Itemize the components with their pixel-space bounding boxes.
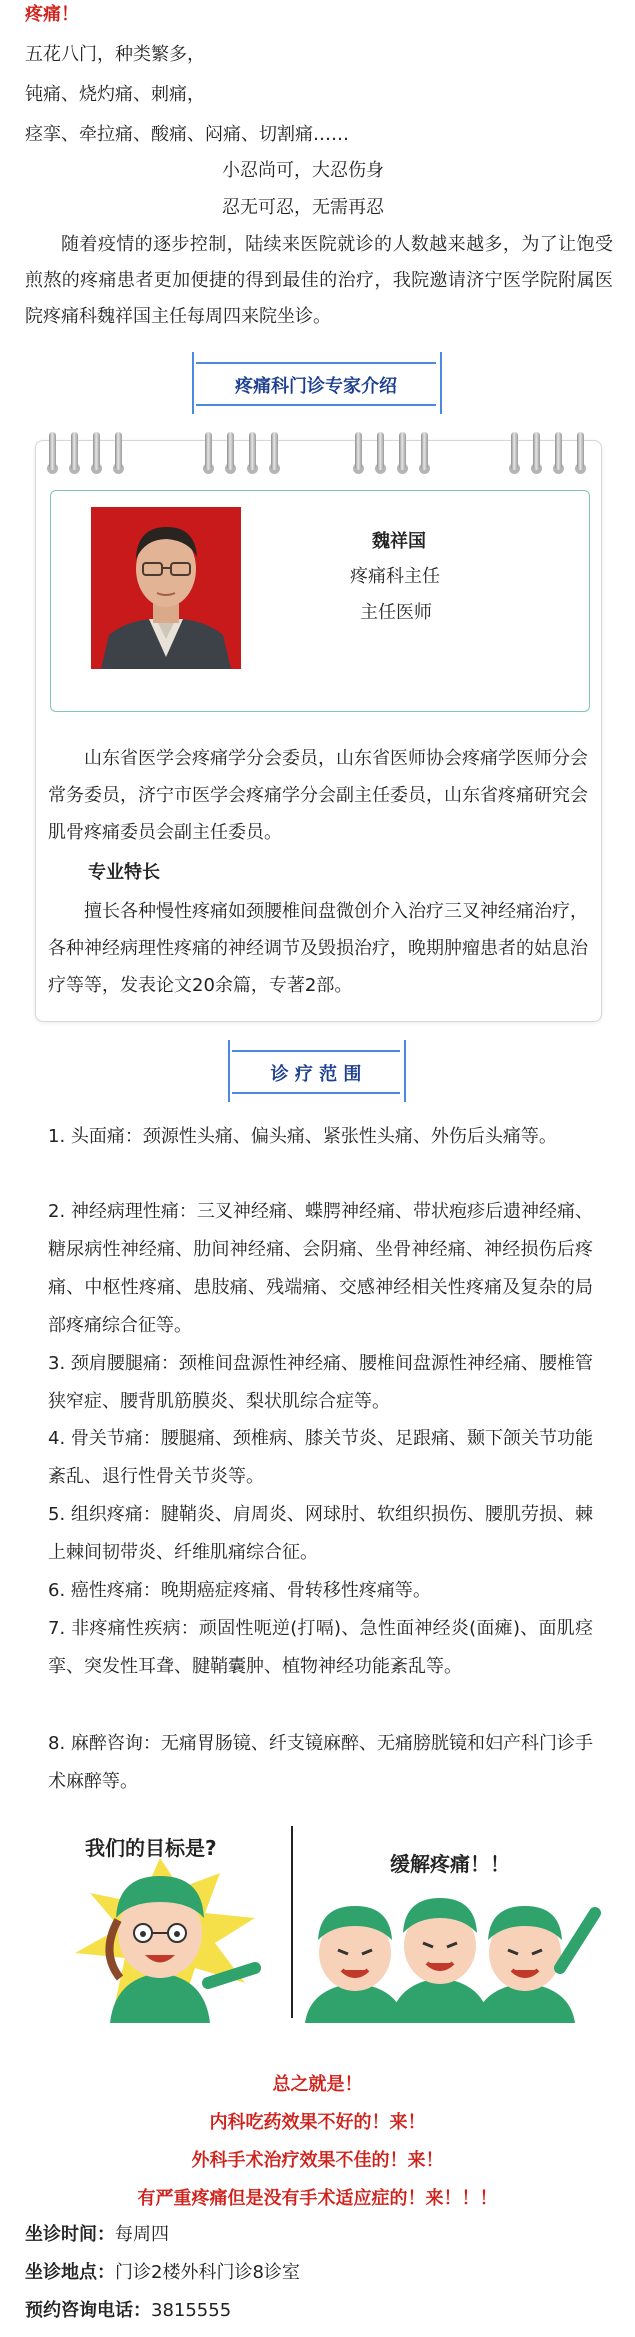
doctor-rank: 主任医师: [360, 602, 432, 623]
summary-line-4: 有严重疼痛但是没有手术适应症的！来！！！: [137, 2188, 498, 2209]
center-line-2: 忍无可忍，无需再忍: [222, 197, 384, 218]
specialty-heading: 专业特长: [88, 862, 160, 883]
doctor-bio: 山东省医学会疼痛学分会委员，山东省医师协会疼痛学医师分会常务委员，济宁市医学会疼痛学分会副主任委员，山东省疼痛研究会肌骨疼痛委员会副主任委员。: [48, 748, 588, 843]
intro-heading: 疼痛！: [25, 4, 79, 25]
scope-item-1: 1. 头面痛：颈源性头痛、偏头痛、紧张性头痛、外伤后头痛等。: [48, 1126, 557, 1147]
clinic-phone-label: 预约咨询电话：: [25, 2300, 151, 2321]
scope-item-5: 5. 组织疼痛：腱鞘炎、肩周炎、网球肘、软组织损伤、腰肌劳损、棘上棘间韧带炎、纤维肌痛综合征。: [48, 1504, 593, 1563]
doctor-name: 魏祥国: [372, 531, 426, 552]
clinic-phone-value: 3815555: [151, 2300, 232, 2321]
clinic-place: [25, 2260, 300, 2286]
scope-item-7: 7. 非疼痛性疾病：顽固性呃逆(打嗝)、急性面神经炎(面瘫)、面肌痉挛、突发性耳聋、腱鞘囊肿、植物神经功能紊乱等。: [48, 1618, 593, 1677]
clinic-time-value: 每周四: [115, 2224, 169, 2245]
comic-right-caption: 缓解疼痛！！: [390, 1852, 510, 1876]
scope-item-3: 3. 颈肩腰腿痛：颈椎间盘源性神经痛、腰椎间盘源性神经痛、腰椎管狭窄症、腰背肌筋膜炎、梨状肌综合症等。: [48, 1353, 593, 1412]
clinic-place-label: 坐诊地点：: [25, 2262, 115, 2283]
summary-line-3: 外科手术治疗效果不佳的！来！: [191, 2150, 444, 2171]
doctor-dept-title: 疼痛科主任: [350, 566, 440, 587]
intro-line-1: 五花八门，种类繁多，: [25, 44, 205, 65]
clinic-place-value: 门诊2楼外科门诊8诊室: [115, 2262, 300, 2283]
clinic-time-label: 坐诊时间：: [25, 2224, 115, 2245]
center-line-1: 小忍尚可，大忍伤身: [222, 160, 384, 181]
scope-item-4: 4. 骨关节痛：腰腿痛、颈椎病、膝关节炎、足跟痛、颞下颌关节功能紊乱、退行性骨关节炎等。: [48, 1428, 593, 1487]
scope-item-8: 8. 麻醉咨询：无痛胃肠镜、纤支镜麻醉、无痛膀胱镜和妇产科门诊手术麻醉等。: [48, 1733, 593, 1792]
intro-line-3: 痉挛、牵拉痛、酸痛、闷痛、切割痛……: [25, 124, 349, 145]
clinic-time: [25, 2222, 169, 2248]
doctor-photo: [91, 507, 241, 669]
expert-section-title: 疼痛科门诊专家介绍: [235, 376, 397, 397]
intro-line-2: 钝痛、烧灼痛、刺痛，: [25, 84, 205, 105]
summary-line-1: 总之就是！: [272, 2074, 363, 2095]
clinic-phone: [25, 2298, 231, 2324]
comic-left-caption: 我们的目标是?: [85, 1836, 217, 1860]
summary-line-2: 内科吃药效果不好的！来！: [209, 2112, 426, 2133]
comic-illustration: [30, 1818, 610, 2023]
scope-item-2: 2. 神经病理性痛：三叉神经痛、蝶腭神经痛、带状疱疹后遗神经痛、糖尿病性神经痛、肋间神经痛、会阴痛、坐骨神经痛、神经损伤后疼痛、中枢性疼痛、患肢痛、残端痛、交感神经相关性疼痛及复杂的局部疼痛综合征等。: [48, 1201, 593, 1336]
scope-item-6: 6. 癌性疼痛：晚期癌症疼痛、骨转移性疼痛等。: [48, 1580, 431, 1601]
specialty-text: 擅长各种慢性疼痛如颈腰椎间盘微创介入治疗三叉神经痛治疗，各种神经病理性疼痛的神经调节及毁损治疗，晚期肿瘤患者的姑息治疗等等，发表论文20余篇，专著2部。: [48, 901, 588, 996]
intro-paragraph: 随着疫情的逐步控制，陆续来医院就诊的人数越来越多，为了让饱受煎熬的疼痛患者更加便捷的得到最佳的治疗，我院邀请济宁医学院附属医院疼痛科魏祥国主任每周四来院坐诊。: [25, 234, 613, 327]
scope-section-title: 诊 疗 范 围: [270, 1064, 362, 1085]
